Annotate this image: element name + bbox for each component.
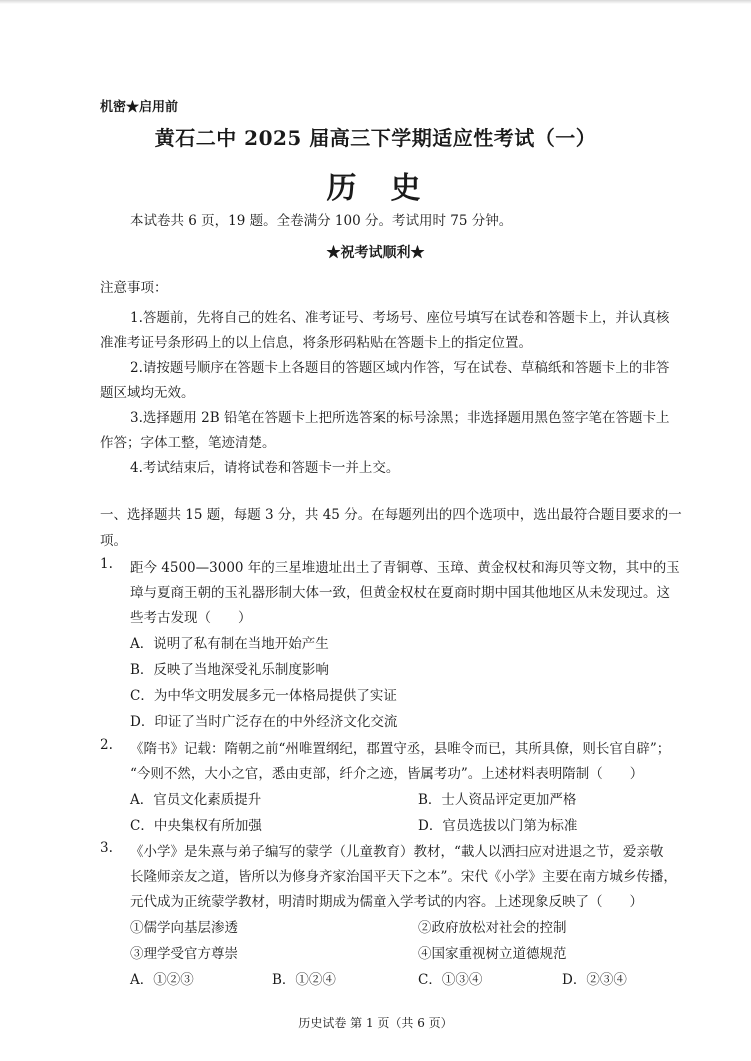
question-stem: “今则不然，大小之官，悉由吏部，纤介之迹，皆属考功”。上述材料表明隋制（ ）	[130, 766, 644, 782]
question-stem: 元代成为正统蒙学教材，明清时期成为儒童入学考试的内容。上述现象反映了（ ）	[130, 894, 643, 910]
question-number: 2.	[100, 737, 113, 753]
option-c: C．中央集权有所加强	[130, 818, 262, 834]
question-stem: 《隋书》记载：隋朝之前“州唯置纲纪，郡置守丞，县唯令而已，其所具僚，则长官自辟”；	[130, 741, 671, 757]
notice-line: 题区域均无效。	[100, 385, 195, 401]
option-a: A．①②③	[130, 972, 194, 988]
notice-line: 3.选择题用 2B 铅笔在答题卡上把所选答案的标号涂黑；非选择题用黑色签字笔在答题卡上	[130, 410, 670, 426]
section-instruction: 一、选择题共 15 题，每题 3 分，共 45 分。在每题列出的四个选项中，选出最符合题目要求的一	[100, 507, 682, 523]
section-instruction: 项。	[100, 533, 127, 549]
question-stem: 距今 4500—3000 年的三星堆遗址出土了青铜尊、玉璋、黄金权杖和海贝等文物，其中的玉	[130, 560, 680, 576]
notice-line: 2.请按题号顺序在答题卡上各题目的答题区域内作答，写在试卷、草稿纸和答题卡上的非答	[130, 360, 670, 376]
subject-title: 历史	[326, 171, 455, 206]
option-d: D．印证了当时广泛存在的中外经济文化交流	[130, 714, 398, 730]
notice-heading: 注意事项：	[100, 280, 168, 296]
question-number: 3.	[100, 840, 113, 856]
statement-item: ②政府放松对社会的控制	[418, 920, 567, 936]
question-stem: 璋与夏商王朝的玉礼器形制大体一致，但黄金权杖在夏商时期中国其他地区从未发现过。这	[130, 585, 670, 601]
blessing-line: ★祝考试顺利★	[326, 245, 425, 261]
option-d: D．官员选拔以门第为标准	[418, 818, 578, 834]
option-b: B．①②④	[272, 972, 336, 988]
option-d: D．②③④	[562, 972, 627, 988]
exam-info: 本试卷共 6 页，19 题。全卷满分 100 分。考试用时 75 分钟。	[130, 213, 513, 229]
option-c: C．为中华文明发展多元一体格局提供了实证	[130, 688, 397, 704]
notice-line: 准准考证号条形码上的以上信息，将条形码粘贴在答题卡上的指定位置。	[100, 335, 532, 351]
option-a: A．说明了私有制在当地开始产生	[130, 636, 329, 652]
notice-line: 作答；字体工整，笔迹清楚。	[100, 435, 276, 451]
option-b: B．士人资品评定更加严格	[418, 792, 577, 808]
option-b: B．反映了当地深受礼乐制度影响	[130, 662, 329, 678]
page-footer: 历史试卷 第 1 页（共 6 页）	[298, 1016, 453, 1030]
scan-edge	[0, 0, 751, 4]
notice-line: 4.考试结束后，请将试卷和答题卡一并上交。	[130, 460, 400, 476]
statement-item: ①儒学向基层渗透	[130, 920, 238, 936]
statement-item: ④国家重视树立道德规范	[418, 946, 567, 962]
option-a: A．官员文化素质提升	[130, 792, 262, 808]
notice-line: 1.答题前，先将自己的姓名、准考证号、考场号、座位号填写在试卷和答题卡上，并认真核	[130, 310, 670, 326]
question-number: 1.	[100, 556, 113, 572]
question-stem: 长隆师亲友之道，皆所以为修身齐家治国平天下之本”。宋代《小学》主要在南方城乡传播，	[130, 869, 677, 885]
exam-title: 黄石二中 2025 届高三下学期适应性考试（一）	[154, 126, 597, 150]
question-stem: 些考古发现（ ）	[130, 610, 252, 626]
confidential-label: 机密★启用前	[100, 100, 179, 115]
question-stem: 《小学》是朱熹与弟子编写的蒙学（儿童教育）教材，“載人以洒扫应对进退之节，爱亲敬	[130, 844, 664, 860]
option-c: C．①③④	[418, 972, 483, 988]
statement-item: ③理学受官方尊崇	[130, 946, 238, 962]
